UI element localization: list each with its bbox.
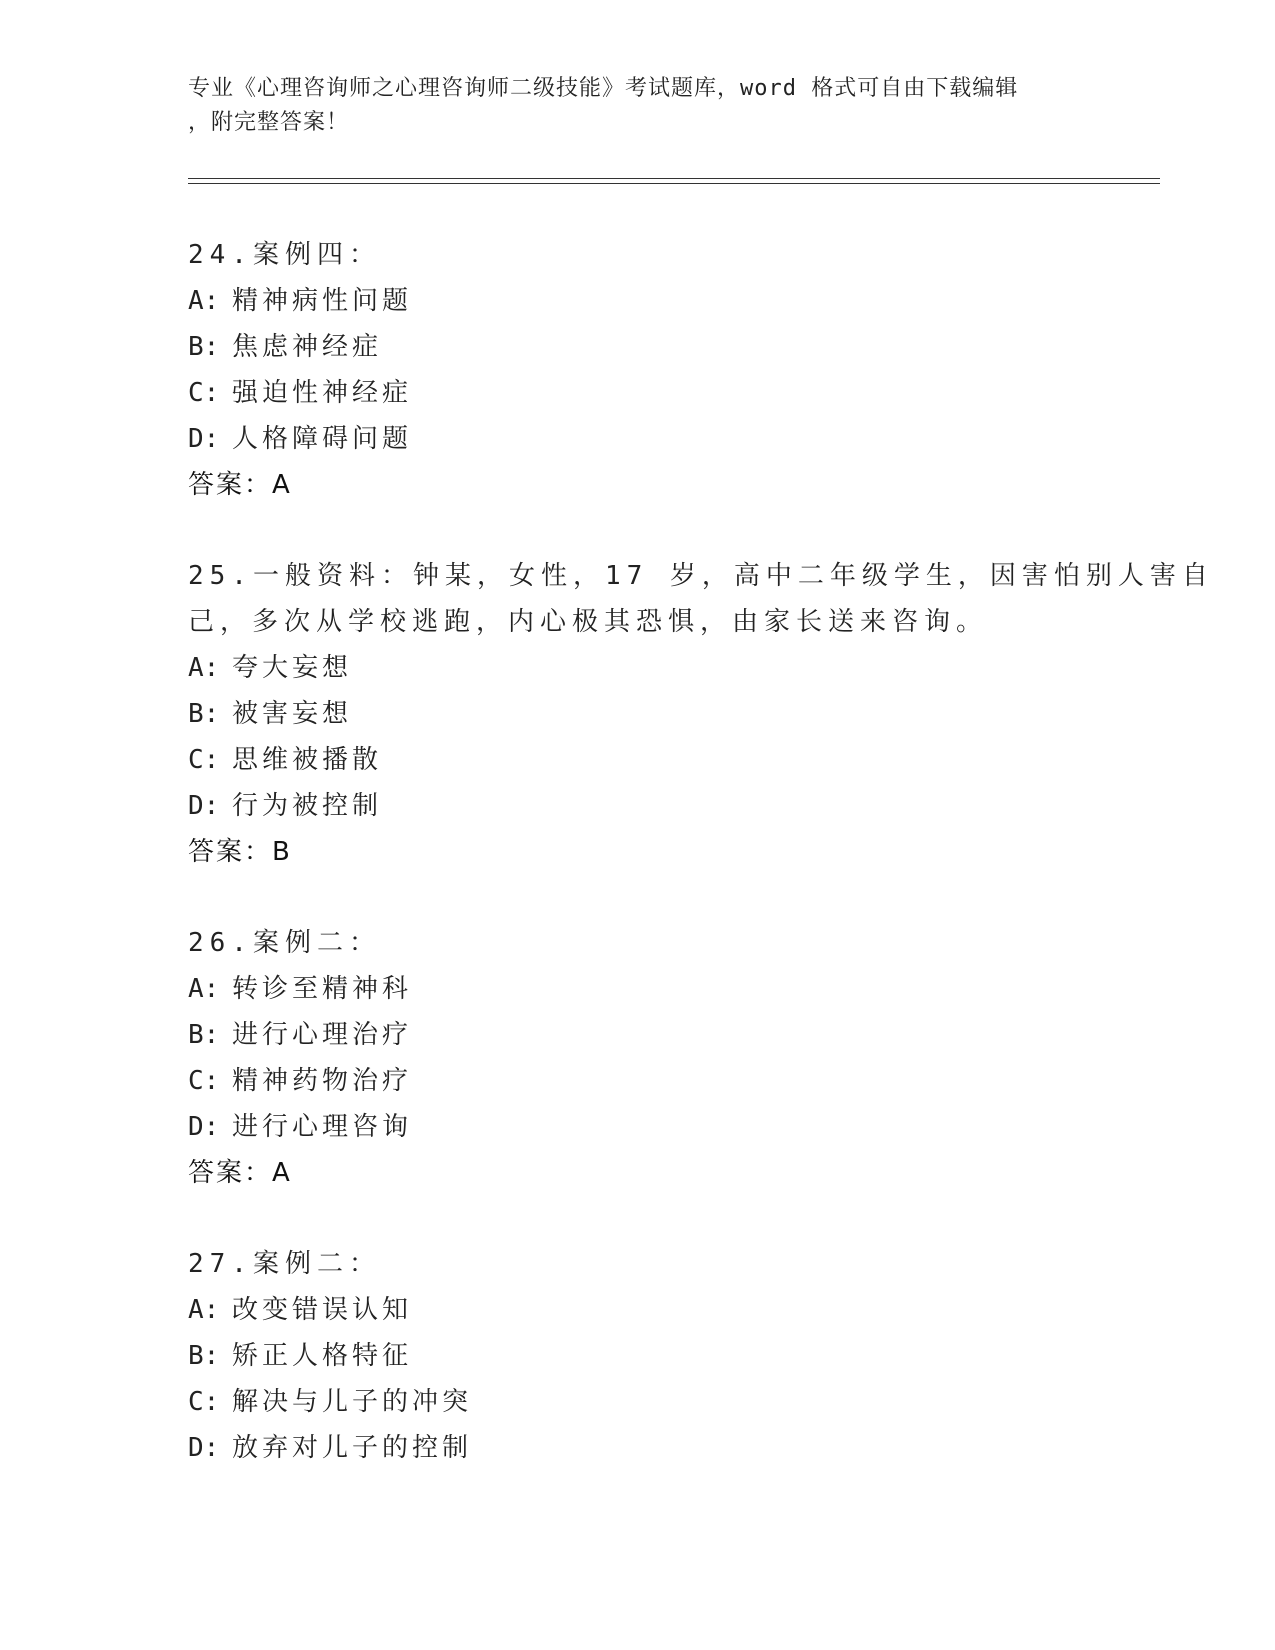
option-b <box>188 1012 1148 1058</box>
option-key: A: <box>188 286 220 316</box>
question-stem: 25.一般资料：钟某，女性，17 岁，高中二年级学生，因害怕别人害自 <box>188 561 1214 591</box>
question-stem: 27.案例二： <box>188 1249 381 1279</box>
option-c <box>188 1058 1148 1104</box>
option-text: 矫正人格特征 <box>232 1341 413 1371</box>
option-text: 转诊至精神科 <box>232 974 413 1004</box>
option-text: 人格障碍问题 <box>232 424 413 454</box>
answer-line: 答案：B <box>188 837 292 867</box>
option-text: 夸大妄想 <box>232 653 353 683</box>
option-key: B: <box>188 1020 220 1050</box>
header-title-line-continued: ，附完整答案！ <box>188 110 350 135</box>
option-text: 改变错误认知 <box>232 1295 413 1325</box>
option-text: 放弃对儿子的控制 <box>232 1433 473 1463</box>
option-key: B: <box>188 332 220 362</box>
question-stem: 26.案例二： <box>188 928 381 958</box>
question-item <box>188 553 1214 875</box>
answer-line: 答案：A <box>188 470 292 500</box>
option-key: D: <box>188 1112 220 1142</box>
option-key: C: <box>188 745 220 775</box>
option-c <box>188 1379 1148 1425</box>
option-text: 行为被控制 <box>232 791 383 821</box>
option-text: 被害妄想 <box>232 699 353 729</box>
option-b <box>188 691 1148 737</box>
document-header <box>188 72 1088 140</box>
option-b <box>188 1333 1148 1379</box>
option-a <box>188 966 1148 1012</box>
option-d <box>188 783 1148 829</box>
option-key: D: <box>188 424 220 454</box>
option-key: C: <box>188 1387 220 1417</box>
option-key: D: <box>188 791 220 821</box>
option-key: A: <box>188 1295 220 1325</box>
option-text: 进行心理咨询 <box>232 1112 413 1142</box>
option-text: 进行心理治疗 <box>232 1020 413 1050</box>
option-text: 思维被播散 <box>232 745 383 775</box>
question-list <box>188 232 1214 1516</box>
option-c <box>188 737 1148 783</box>
question-stem-continued: 己，多次从学校逃跑，内心极其恐惧，由家长送来咨询。 <box>188 607 989 637</box>
option-d <box>188 416 1148 462</box>
option-a <box>188 278 1148 324</box>
question-stem: 24.案例四： <box>188 240 381 270</box>
option-a <box>188 645 1148 691</box>
option-key: B: <box>188 1341 220 1371</box>
option-c <box>188 370 1148 416</box>
header-divider-top <box>188 178 1160 179</box>
option-key: A: <box>188 653 220 683</box>
header-title-line: 专业《心理咨询师之心理咨询师二级技能》考试题库，word 格式可自由下载编辑 <box>188 76 1019 101</box>
question-item <box>188 232 1148 508</box>
option-text: 精神药物治疗 <box>232 1066 413 1096</box>
option-key: D: <box>188 1433 220 1463</box>
option-d <box>188 1104 1148 1150</box>
option-b <box>188 324 1148 370</box>
option-a <box>188 1287 1148 1333</box>
question-item <box>188 1241 1148 1471</box>
header-divider-bottom <box>188 183 1160 184</box>
option-key: B: <box>188 699 220 729</box>
option-key: C: <box>188 378 220 408</box>
option-d <box>188 1425 1148 1471</box>
option-text: 强迫性神经症 <box>232 378 413 408</box>
option-key: A: <box>188 974 220 1004</box>
option-text: 解决与儿子的冲突 <box>232 1387 473 1417</box>
option-text: 焦虑神经症 <box>232 332 383 362</box>
answer-line: 答案：A <box>188 1158 292 1188</box>
option-text: 精神病性问题 <box>232 286 413 316</box>
question-item <box>188 920 1148 1196</box>
option-key: C: <box>188 1066 220 1096</box>
